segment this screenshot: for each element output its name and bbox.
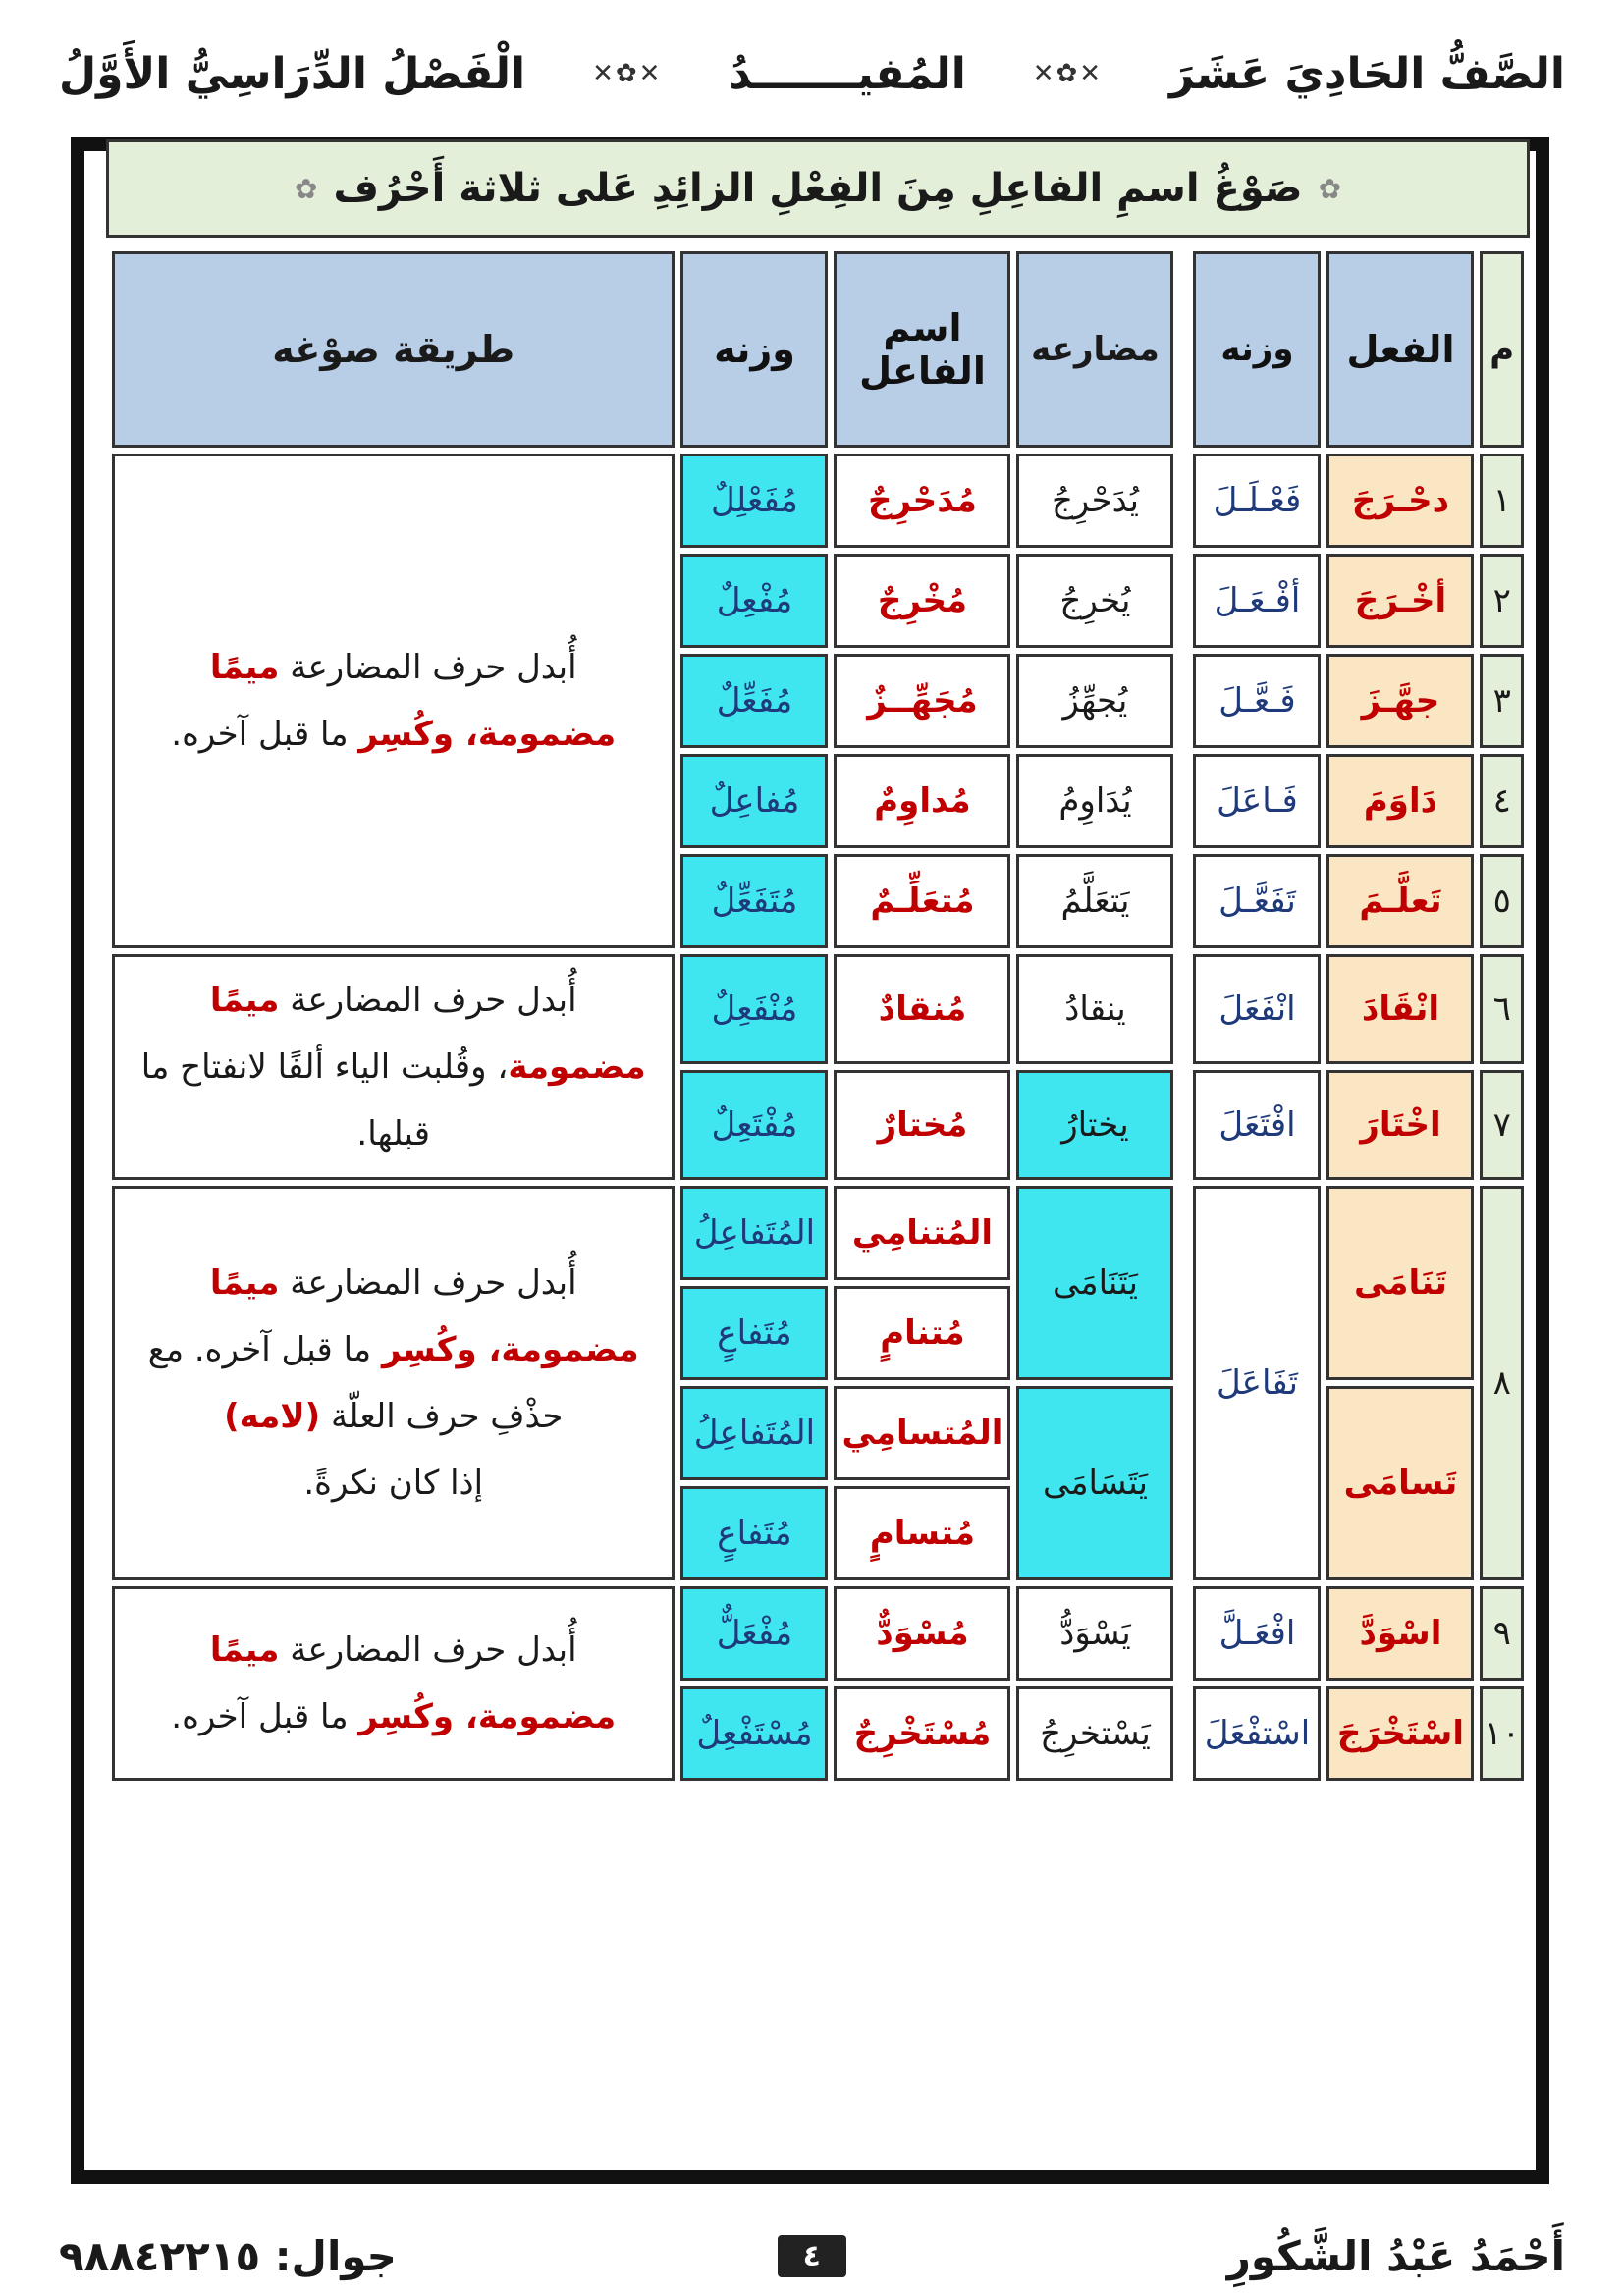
table-row: ٩ اسْوَدَّ افْعَـلَّ يَسْوَدُّ مُسْوَدٌّ مُفْعَلٌّ أُبدل حرف المضارعة ميمًا مضمومة، وكُسِر ما قبل آخره. <box>112 1586 1524 1681</box>
rule-group-1: أُبدل حرف المضارعة ميمًا مضمومة، وكُسِر ما قبل آخره. <box>112 454 675 948</box>
header-ornament: ✕✿✕ <box>592 59 663 88</box>
table-row: ٤ دَاوَمَ فَـاعَلَ يُدَاوِمُ مُداوِمٌ مُفاعِلٌ <box>112 754 1524 848</box>
col-mudari: مضارعه <box>1016 251 1173 448</box>
table-row: ٣ جهَّـزَ فَـعَّـلَ يُجهِّزُ مُجَهِّــزٌ مُفَعِّلٌ <box>112 654 1524 748</box>
table-row: ٨ تَنَامَى تَفَاعَلَ يَتَنَامَى المُتنامِي المُتَفاعِلُ أُبدل حرف المضارعة ميمًا مضمومة، وكُسِر ما قبل آخره. مع حذْفِ حرف العلّة (لامه) إذا كان نكرةً. <box>112 1186 1524 1280</box>
phone-number: جوال: ٩٨٨٤٢٢١٥ <box>59 2231 397 2280</box>
semester-label: الْفَصْلُ الدِّرَاسِيُّ الأَوَّلُ <box>59 48 526 99</box>
rules-table <box>106 245 1530 1787</box>
col-how: طريقة صوْغه <box>112 251 675 448</box>
section-title: ✿ صَوْغُ اسمِ الفاعِلِ مِنَ الفِعْلِ الزائِدِ عَلى ثلاثة أَحْرُف ✿ <box>106 139 1530 238</box>
flower-icon: ✿ <box>294 172 318 205</box>
author-name: أَحْمَدُ عَبْدُ الشَّكُورِ <box>1226 2231 1565 2280</box>
table-row: ٦ انْقَادَ انْفَعَلَ ينقادُ مُنقادٌ مُنْفَعِلٌ أُبدل حرف المضارعة ميمًا مضمومة، وقُلبت الياء ألفًا لانفتاح ما قبلها. <box>112 954 1524 1064</box>
col-verb-wazn: وزنه <box>1193 251 1321 448</box>
table-row: تَسامَى يَتَسَامَى المُتسامِي المُتَفاعِلُ <box>112 1386 1524 1480</box>
table-row: ٧ اخْتَارَ افْتَعَلَ يختارُ مُختارٌ مُفْتَعِلٌ <box>112 1070 1524 1180</box>
rule-group-2: أُبدل حرف المضارعة ميمًا مضمومة، وقُلبت الياء ألفًا لانفتاح ما قبلها. <box>112 954 675 1180</box>
page-header <box>59 29 1565 118</box>
page-number: ٤ <box>778 2235 846 2277</box>
book-title: المُفيـــــــدُ <box>729 48 966 99</box>
table-header-row <box>112 251 1524 448</box>
col-verb: الفعل <box>1326 251 1474 448</box>
table-row: ٢ أخْـرَجَ أفْـعَـلَ يُخرِجُ مُخْرِجٌ مُفْعِلٌ <box>112 554 1524 648</box>
table-row: مُتنامٍ مُتَفاعٍ <box>112 1286 1524 1380</box>
col-ism-wazn: وزنه <box>680 251 828 448</box>
header-ornament: ✕✿✕ <box>1032 59 1104 88</box>
table-row: ٥ تَعلَّـمَ تَفَعَّـلَ يَتعَلَّمُ مُتعَلِّـمٌ مُتَفَعِّلٌ <box>112 854 1524 948</box>
table-row: ١ دحْـرَجَ فَعْـلَـلَ يُدَحْرِجُ مُدَحْرِجٌ مُفَعْلِلٌ أُبدل حرف المضارعة ميمًا مضمومة، وكُسِر ما قبل آخره. <box>112 454 1524 548</box>
rule-group-3: أُبدل حرف المضارعة ميمًا مضمومة، وكُسِر ما قبل آخره. مع حذْفِ حرف العلّة (لامه) إذا كان نكرةً. <box>112 1186 675 1580</box>
table-row: مُتسامٍ مُتَفاعٍ <box>112 1486 1524 1580</box>
rule-group-4: أُبدل حرف المضارعة ميمًا مضمومة، وكُسِر ما قبل آخره. <box>112 1586 675 1781</box>
grade-label: الصَّفُّ الحَادِيَ عَشَرَ <box>1169 48 1565 99</box>
page-footer <box>59 2216 1565 2295</box>
col-num: م <box>1480 251 1524 448</box>
flower-icon: ✿ <box>1318 172 1342 205</box>
table-row: ١٠ اسْتَخْرَجَ اسْتفْعَلَ يَسْتخرِجُ مُسْتَخْرِجٌ مُسْتَفْعِلٌ <box>112 1686 1524 1781</box>
col-ism: اسم الفاعل <box>834 251 1010 448</box>
